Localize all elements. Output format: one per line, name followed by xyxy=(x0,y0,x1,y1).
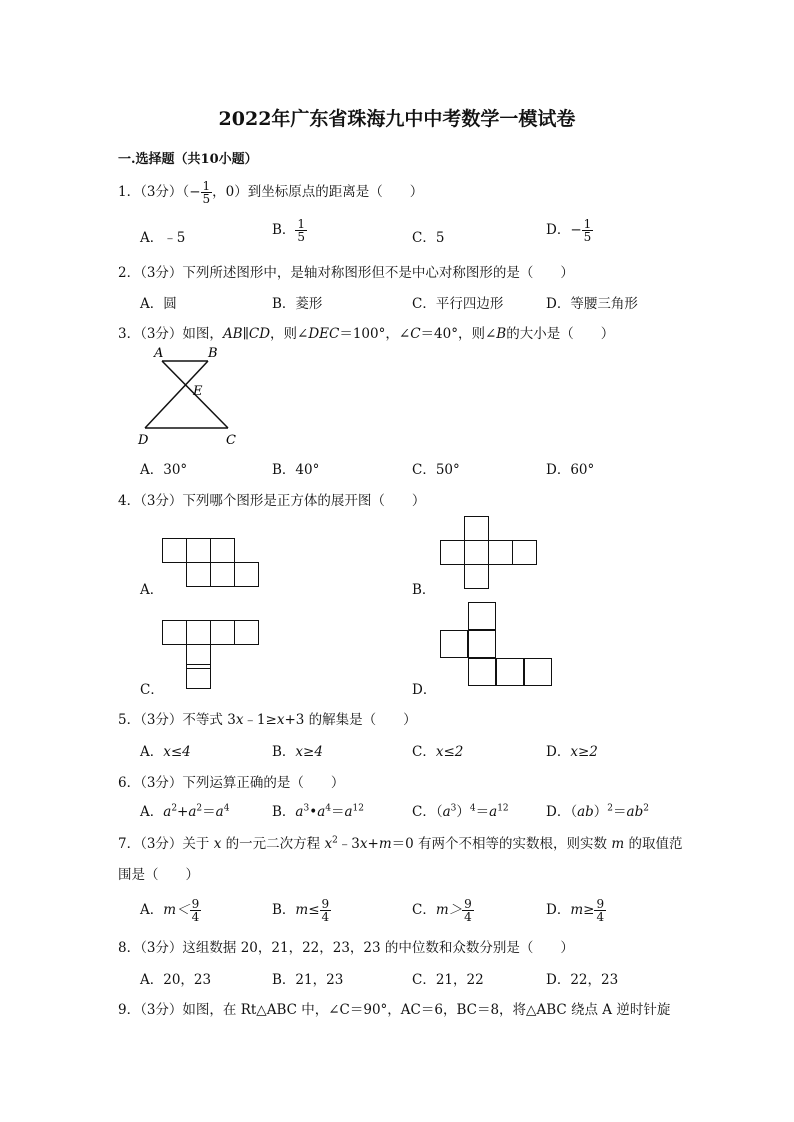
q7-option-d[interactable]: D．m≥ $\frac{9}{4}$ xyxy=(546,897,605,924)
question-8: 8．（3分）这组数据 20，21，22，23，23 的中位数和众数分别是（ ） xyxy=(118,940,574,956)
question-6: 6．（3分）下列运算正确的是（ ） xyxy=(118,775,345,791)
q3-option-c[interactable]: C．50° xyxy=(412,462,460,478)
q4-option-d[interactable]: D． xyxy=(412,682,437,698)
q5-option-b[interactable]: B．x≥4 xyxy=(272,744,323,760)
question-4: 4．（3分）下列哪个图形是正方体的展开图（ ） xyxy=(118,493,426,509)
q3-option-b[interactable]: B．40° xyxy=(272,462,320,478)
q1-option-b[interactable]: B． $\frac{1}{5}$ xyxy=(272,217,306,244)
q8-option-c[interactable]: C．21，22 xyxy=(412,972,484,988)
q6-option-b[interactable]: B．$a^3•a^4=a^{12}$ xyxy=(272,803,364,820)
q5-option-c[interactable]: C．x≤2 xyxy=(412,744,464,760)
label-c: C xyxy=(226,433,236,448)
q4-option-c[interactable]: C． xyxy=(140,682,164,698)
question-7: 7．（3分）关于 x 的一元二次方程 $x^2﹣3x+m=0$ 有两个不相等的实数根，则实数 m 的取值范 xyxy=(118,835,683,852)
label-e: E xyxy=(193,384,203,399)
q2-option-b[interactable]: B．菱形 xyxy=(272,296,323,312)
label-d: D xyxy=(138,433,149,448)
q8-option-a[interactable]: A．20，23 xyxy=(140,972,212,988)
label-b: B xyxy=(208,346,218,361)
question-5: 5．（3分）不等式 3x﹣1≥x+3 的解集是（ ） xyxy=(118,712,417,728)
q3-option-a[interactable]: A．30° xyxy=(140,462,188,478)
question-3: 3．（3分）如图，AB∥CD，则∠DEC＝100°，∠C＝40°，则∠B的大小是（ ） xyxy=(118,326,615,342)
question-2: 2．（3分）下列所述图形中，是轴对称图形但不是中心对称图形的是（ ） xyxy=(118,265,574,281)
q3-option-d[interactable]: D．60° xyxy=(546,462,595,478)
q6-option-c[interactable]: C．$(a^3)^4=a^{12}$ xyxy=(412,803,509,820)
q6-option-d[interactable]: D．$(ab)^2=ab^2$ xyxy=(546,803,649,820)
q4-option-b[interactable]: B． xyxy=(412,582,436,598)
q3-figure xyxy=(130,343,250,448)
page-title: 2022年广东省珠海九中中考数学一模试卷 xyxy=(218,108,576,130)
q5-option-d[interactable]: D．x≥2 xyxy=(546,744,598,760)
q2-option-c[interactable]: C．平行四边形 xyxy=(412,296,504,312)
q8-option-b[interactable]: B．21，23 xyxy=(272,972,344,988)
q2-option-d[interactable]: D．等腰三角形 xyxy=(546,296,638,312)
q8-option-d[interactable]: D．22，23 xyxy=(546,972,619,988)
section-heading: 一.选择题（共10小题） xyxy=(118,152,258,167)
label-a: A xyxy=(154,346,164,361)
question-1: 1．（3分）（− $\frac{1}{5}$ ，0）到坐标原点的距离是（ ） xyxy=(118,179,424,206)
q7-option-b[interactable]: B．m≤ $\frac{9}{4}$ xyxy=(272,897,330,924)
q5-option-a[interactable]: A．x≤4 xyxy=(140,744,191,760)
question-9: 9．（3分）如图，在 Rt△ABC 中，∠C＝90°，AC＝6，BC＝8，将△ABC 绕点 A 逆时针旋 xyxy=(118,1002,671,1018)
question-7-line2: 围是（ ） xyxy=(118,867,199,883)
q6-option-a[interactable]: A．$a^2+a^2=a^4$ xyxy=(140,803,230,820)
q4-option-a[interactable]: A． xyxy=(140,582,164,598)
q7-option-a[interactable]: A．m＜ $\frac{9}{4}$ xyxy=(140,897,200,924)
q1-option-c[interactable]: C．5 xyxy=(412,230,445,246)
q7-option-c[interactable]: C．m＞ $\frac{9}{4}$ xyxy=(412,897,472,924)
q1-option-d[interactable]: D．− $\frac{1}{5}$ xyxy=(546,217,592,244)
q2-option-a[interactable]: A．圆 xyxy=(140,296,177,312)
q1-option-a[interactable]: A．﹣5 xyxy=(140,230,186,246)
